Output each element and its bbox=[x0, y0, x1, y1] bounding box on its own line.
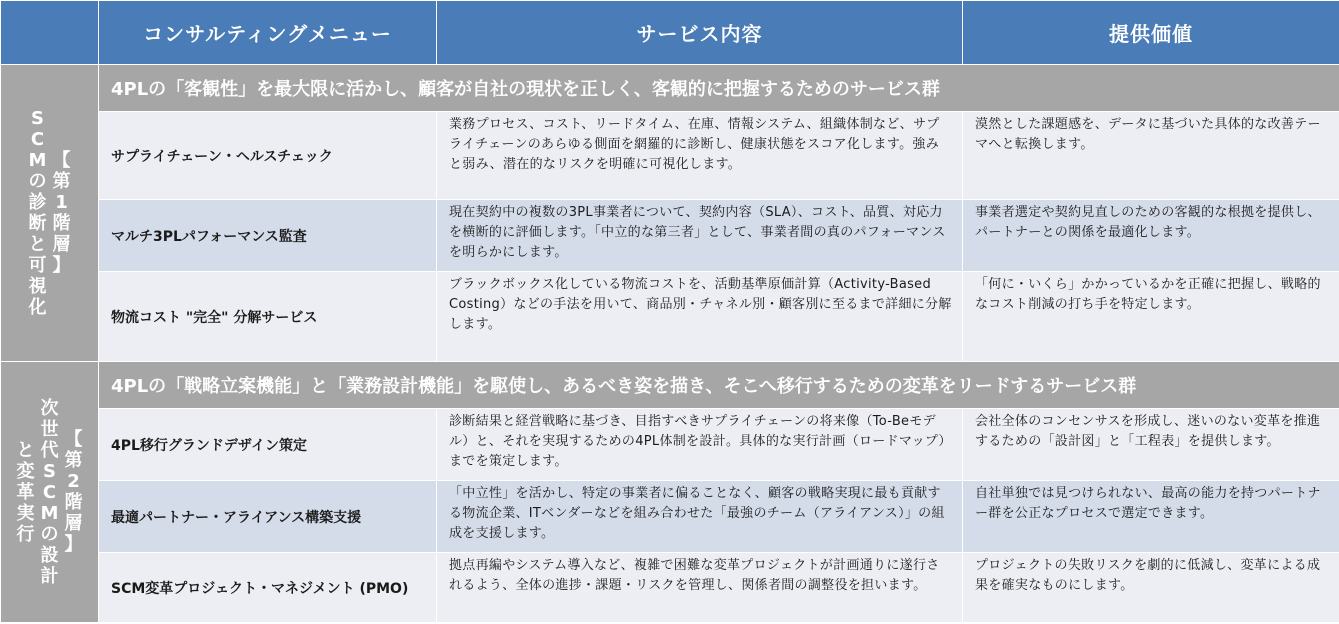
service-description: ブラックボックス化している物流コストを、活動基準原価計算（Activity-Based Costing）などの手法を用いて、商品別・チャネル別・顧客別に至るまで詳細に分解します。 bbox=[437, 272, 963, 362]
stage-label-char: 階 bbox=[64, 492, 83, 513]
stage-label-char: 第 bbox=[64, 450, 83, 471]
stage2-label bbox=[1, 362, 99, 623]
service-description: 業務プロセス、コスト、リードタイム、在庫、情報システム、組織体制など、サプライチェーンのあらゆる側面を網羅的に診断し、健康状態をスコア化します。強みと弱み、潜在的なリスクを明確に可視化します。 bbox=[437, 112, 963, 200]
provided-value: 自社単独では見つけられない、最高の能力を持つパートナー群を公正なプロセスで選定できます。 bbox=[963, 481, 1339, 553]
header-row bbox=[1, 1, 1339, 65]
stage-label-char: 】 bbox=[52, 255, 71, 276]
stage-label-char: 化 bbox=[28, 297, 47, 318]
stage-label-char: 設 bbox=[40, 544, 59, 566]
menu-name: マルチ3PLパフォーマンス監査 bbox=[99, 200, 437, 272]
stage-label-char: 変 bbox=[16, 460, 35, 482]
table-row bbox=[1, 409, 1339, 481]
stage-label-char: 可 bbox=[28, 255, 47, 276]
table-row bbox=[1, 272, 1339, 362]
stage2-band-row bbox=[1, 362, 1339, 409]
stage-label-char: の bbox=[28, 171, 47, 192]
stage-label-char: 断 bbox=[28, 213, 47, 234]
provided-value: 会社全体のコンセンサスを形成し、迷いのない変革を推進するための「設計図」と「工程表」を提供します。 bbox=[963, 409, 1339, 481]
table-row bbox=[1, 481, 1339, 553]
menu-name: サプライチェーン・ヘルスチェック bbox=[99, 112, 437, 200]
menu-name: 4PL移行グランドデザイン策定 bbox=[99, 409, 437, 481]
stage-label-char: 層 bbox=[64, 513, 83, 534]
stage-label-char: 実 bbox=[16, 502, 35, 524]
service-description: 拠点再編やシステム導入など、複雑で困難な変革プロジェクトが計画通りに遂行されるよう、全体の進捗・課題・リスクを管理し、関係者間の調整役を担います。 bbox=[437, 553, 963, 623]
stage-label-char: 世 bbox=[40, 418, 59, 440]
stage-label-column bbox=[41, 398, 59, 587]
stage1-band: 4PLの「客観性」を最大限に活かし、顧客が自社の現状を正しく、客観的に把握するためのサービス群 bbox=[99, 65, 1339, 112]
stage-label-char: と bbox=[16, 439, 35, 461]
stage-label-char: 診 bbox=[28, 192, 47, 213]
service-description: 「中立性」を活かし、特定の事業者に偏ることなく、顧客の戦略実現に最も貢献する物流企業、ITベンダーなどを組み合わせた「最強のチーム（アライアンス）」の組成を支援します。 bbox=[437, 481, 963, 553]
stage-label-char: 視 bbox=[28, 276, 47, 297]
table-row bbox=[1, 200, 1339, 272]
stage-label-column bbox=[17, 440, 35, 545]
stage-label-char: の bbox=[40, 523, 59, 545]
service-description: 診断結果と経営戦略に基づき、目指すべきサプライチェーンの将来像（To-Beモデル）と、それを実現するための4PL体制を設計。具体的な実行計画（ロードマップ）までを策定します。 bbox=[437, 409, 963, 481]
stage-label-char: M bbox=[28, 150, 47, 171]
table-row bbox=[1, 112, 1339, 200]
stage-label-char: 1 bbox=[55, 192, 68, 213]
service-description: 現在契約中の複数の3PL事業者について、契約内容（SLA）、コスト、品質、対応力を横断的に評価します。「中立的な第三者」として、事業者間の真のパフォーマンスを明らかにします。 bbox=[437, 200, 963, 272]
stage-label-char: 革 bbox=[16, 481, 35, 503]
stage-label-char: 計 bbox=[40, 565, 59, 587]
stage-label-char: 【 bbox=[64, 429, 83, 450]
stage-label-char: S bbox=[31, 108, 44, 129]
stage2-band: 4PLの「戦略立案機能」と「業務設計機能」を駆使し、あるべき姿を描き、そこへ移行するための変革をリードするサービス群 bbox=[99, 362, 1339, 409]
provided-value: 漠然とした課題感を、データに基づいた具体的な改善テーマへと転換します。 bbox=[963, 112, 1339, 200]
stage-label-column bbox=[65, 429, 83, 555]
stage-label-char: と bbox=[28, 234, 47, 255]
provided-value: 「何に・いくら」かかっているかを正確に把握し、戦略的なコスト削減の打ち手を特定します。 bbox=[963, 272, 1339, 362]
header-value: 提供価値 bbox=[963, 1, 1339, 65]
stage-label-char: M bbox=[40, 502, 59, 524]
stage-label-char: C bbox=[42, 481, 57, 503]
table-row bbox=[1, 553, 1339, 623]
stage-label-column bbox=[29, 108, 47, 318]
stage1-band-row bbox=[1, 65, 1339, 112]
header-menu: コンサルティングメニュー bbox=[99, 1, 437, 65]
menu-name: 最適パートナー・アライアンス構築支援 bbox=[99, 481, 437, 553]
header-service: サービス内容 bbox=[437, 1, 963, 65]
stage-label-char: 行 bbox=[16, 523, 35, 545]
stage-label-char: 第 bbox=[52, 171, 71, 192]
stage-label-char: S bbox=[43, 460, 56, 482]
stage-label-char: 代 bbox=[40, 439, 59, 461]
provided-value: 事業者選定や契約見直しのための客観的な根拠を提供し、パートナーとの関係を最適化します。 bbox=[963, 200, 1339, 272]
menu-name: 物流コスト "完全" 分解サービス bbox=[99, 272, 437, 362]
stage-label-char: C bbox=[30, 129, 45, 150]
stage-label-char: 【 bbox=[52, 150, 71, 171]
stage-label-column bbox=[53, 150, 71, 276]
stage-label-char: 2 bbox=[67, 471, 80, 492]
provided-value: プロジェクトの失敗リスクを劇的に低減し、変革による成果を確実なものにします。 bbox=[963, 553, 1339, 623]
stage1-label bbox=[1, 65, 99, 362]
menu-name: SCM変革プロジェクト・マネジメント (PMO) bbox=[99, 553, 437, 623]
stage-label-char: 次 bbox=[40, 397, 59, 419]
stage-label-char: 】 bbox=[64, 534, 83, 555]
stage-label-char: 層 bbox=[52, 234, 71, 255]
header-corner bbox=[1, 1, 99, 65]
stage-label-char: 階 bbox=[52, 213, 71, 234]
